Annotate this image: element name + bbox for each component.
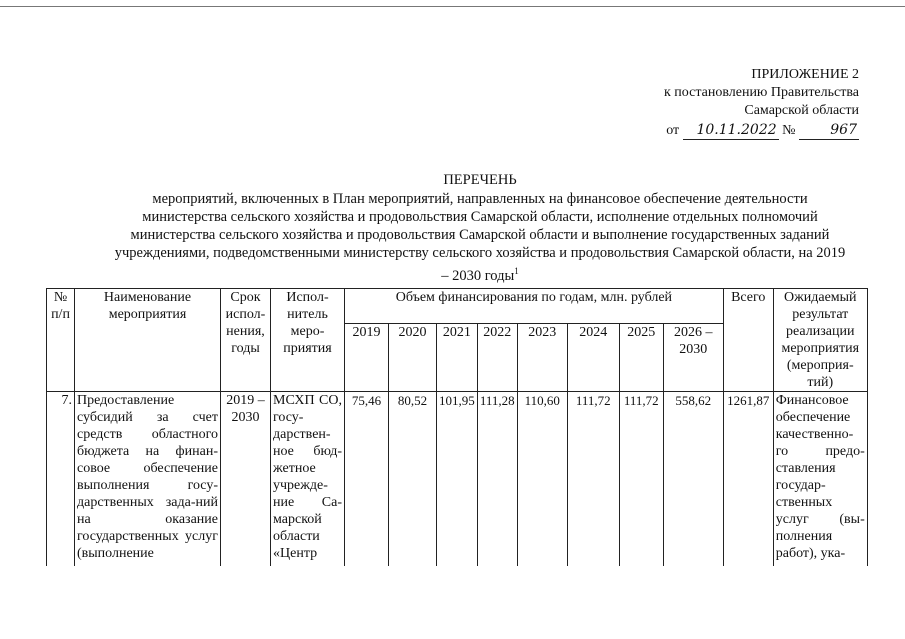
measures-table — [46, 288, 868, 566]
year-header: 2020 — [389, 323, 437, 391]
row-name: Предоставление субсидий за счет средств областного бюджета на финан-совое обеспечение выполнения госу-дарственных зада-ний на оказание государственных услуг (выполнение — [75, 392, 221, 566]
document-title — [110, 171, 850, 285]
col-name-header: Наименование мероприятия — [75, 289, 221, 392]
year-header: 2023 — [517, 323, 567, 391]
header-row-1 — [47, 289, 868, 324]
value-2019: 75,46 — [345, 392, 389, 566]
title-body: мероприятий, включенных в План мероприятий, направленных на финансовое обеспечение деятельности министерства сельского хозяйства и продовольствия Самарской области, исполнение отдельных полномочий министерства сельского хозяйства и продовольствия Самарской области и выполнение государственных заданий учреждениями, подведомственными министерству сельского хозяйства и продовольствия Самарской области, на 2019 – 2030 годы — [114, 191, 846, 284]
col-result-header: Ожидаемый результат реализации мероприятия (мероприя-тий) — [773, 289, 867, 392]
row-executor: МСХП СО, госу-дарствен-ное бюд-жетное учрежде-ние Са-марской области «Центр — [271, 392, 345, 566]
col-executor-header: Испол-нитель меро-приятия — [271, 289, 345, 392]
year-header: 2025 — [619, 323, 663, 391]
value-2020: 80,52 — [389, 392, 437, 566]
year-header: 2019 — [345, 323, 389, 391]
value-2022: 111,28 — [477, 392, 517, 566]
appendix-title: ПРИЛОЖЕНИЕ 2 — [751, 67, 859, 82]
title-heading: ПЕРЕЧЕНЬ — [443, 172, 517, 188]
col-term-header: Срок испол-нения, годы — [221, 289, 271, 392]
value-2021: 101,95 — [437, 392, 478, 566]
col-num-header: № п/п — [47, 289, 75, 392]
value-2024: 111,72 — [567, 392, 619, 566]
col-funding-header: Объем финансирования по годам, млн. рублей — [345, 289, 724, 324]
appendix-region: Самарской области — [744, 103, 859, 118]
date-prefix: от — [666, 123, 680, 138]
row-term: 2019 – 2030 — [221, 392, 271, 566]
table-row — [47, 392, 868, 566]
row-total: 1261,87 — [723, 392, 773, 566]
appendix-resolution: к постановлению Правительства — [663, 85, 859, 100]
year-header: 2022 — [477, 323, 517, 391]
top-rule — [0, 6, 905, 7]
row-result: Финансовое обеспечение качественно-го предо-ставления государ-ственных услуг (вы-полнения работ), ука- — [773, 392, 867, 566]
appendix-block — [599, 66, 859, 140]
year-header: 2026 – 2030 — [663, 323, 723, 391]
number-prefix: № — [782, 123, 796, 138]
handwritten-date: 10.11.2022 — [683, 121, 779, 140]
value-2023: 110,60 — [517, 392, 567, 566]
year-header: 2024 — [567, 323, 619, 391]
col-total-header: Всего — [723, 289, 773, 392]
row-number: 7. — [47, 392, 75, 566]
footnote-mark: 1 — [514, 266, 519, 276]
handwritten-number: 967 — [799, 121, 859, 140]
appendix-date-number — [599, 121, 859, 140]
year-header: 2021 — [437, 323, 478, 391]
value-2026-2030: 558,62 — [663, 392, 723, 566]
value-2025: 111,72 — [619, 392, 663, 566]
